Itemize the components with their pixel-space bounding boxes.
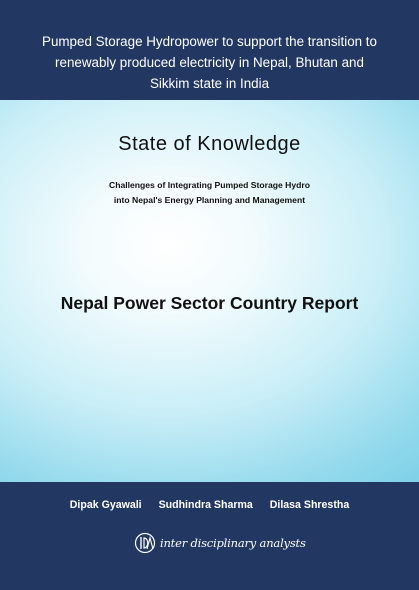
header-title-line-3: Sikkim state in India: [149, 76, 270, 91]
cover-panel: [0, 100, 419, 482]
header-title-line-2: renewably produced electricity in Nepal, Bhutan and: [55, 55, 364, 70]
author-name: Dipak Gyawali: [69, 499, 142, 511]
header-band: [0, 0, 419, 100]
subtitle: [0, 178, 419, 208]
page-title: State of Knowledge: [118, 133, 301, 155]
footer-band: [0, 482, 419, 590]
header-title-line-1: Pumped Storage Hydropower to support the transition to: [42, 34, 377, 49]
ida-monogram-icon: [134, 532, 156, 554]
subtitle-line-1: Challenges of Integrating Pumped Storage Hydro: [108, 180, 311, 190]
author-name: Dilasa Shrestha: [269, 499, 350, 511]
organization-name: inter disciplinary analysts: [160, 536, 306, 550]
organization-logo: [134, 532, 306, 554]
subtitle-line-2: into Nepal's Energy Planning and Management: [113, 195, 306, 205]
report-title: Nepal Power Sector Country Report: [60, 293, 359, 313]
author-name: Sudhindra Sharma: [158, 499, 253, 511]
author-list: [0, 499, 419, 511]
